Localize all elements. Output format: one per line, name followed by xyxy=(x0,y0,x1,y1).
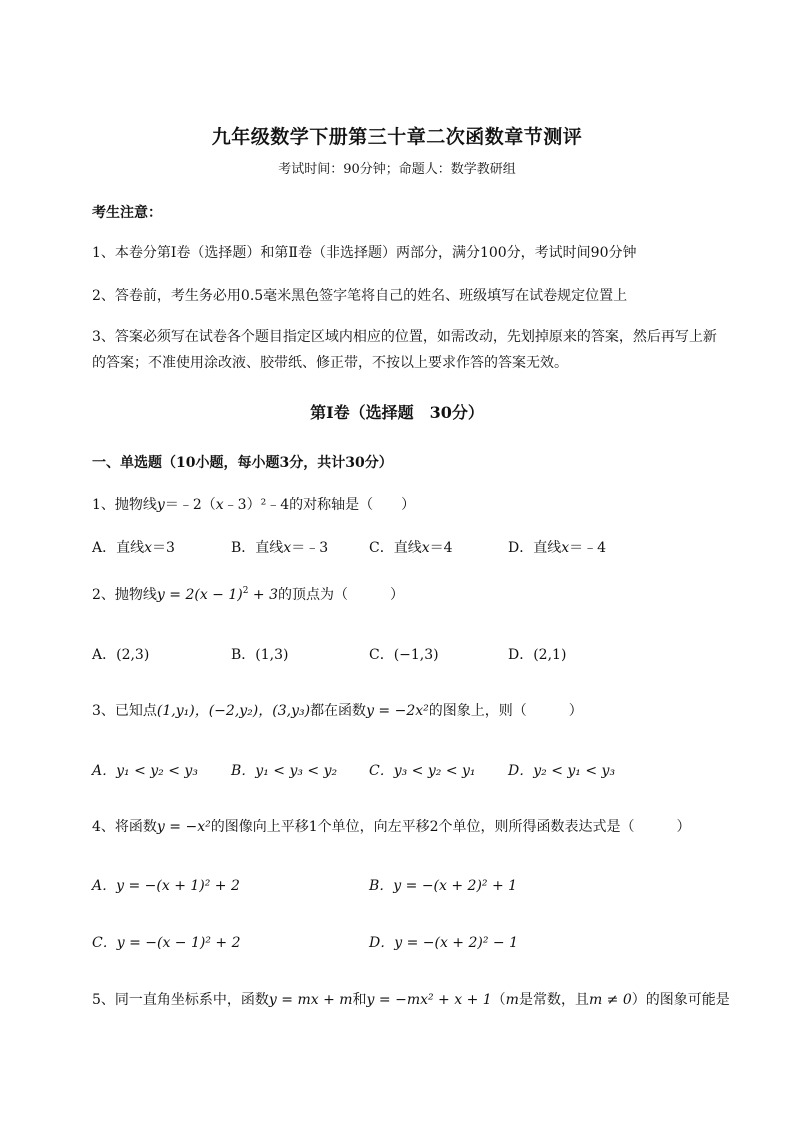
q3-function: y = −2x² xyxy=(366,703,429,719)
q1-option-c-label: C．直线 xyxy=(369,540,422,556)
question-2 xyxy=(92,584,404,604)
q4-option-a[interactable]: A．y = −(x + 1)² + 2 xyxy=(92,878,240,894)
q4-option-c[interactable]: C．y = −(x − 1)² + 2 xyxy=(92,935,241,951)
q5-paren: （ xyxy=(491,992,506,1008)
q2-prefix: 2、抛物线 xyxy=(92,587,157,603)
q5-suffix: ）的图象可能是 xyxy=(631,992,730,1008)
q3-mid: 都在函数 xyxy=(310,703,367,719)
notice-item-2: 2、答卷前，考生务必用0.5毫米黑色签字笔将自己的姓名、班级填写在试卷规定位置上 xyxy=(92,288,628,304)
q3-option-c[interactable]: C．y₃ < y₂ < y₁ xyxy=(369,763,476,779)
q4-prefix: 4、将函数 xyxy=(92,819,157,835)
q5-mid: 和 xyxy=(352,992,367,1008)
q5-m-nonzero: m ≠ 0 xyxy=(588,992,632,1008)
q5-prefix: 5、同一直角坐标系中，函数 xyxy=(92,992,269,1008)
q1-option-a-val: ＝3 xyxy=(152,540,175,556)
q3-option-a[interactable]: A．y₁ < y₂ < y₃ xyxy=(92,763,198,779)
q1-expr: ＝﹣2（ xyxy=(164,497,216,513)
q1-option-d-label: D．直线 xyxy=(508,540,562,556)
q1-option-a-label: A．直线 xyxy=(92,540,145,556)
q4-suffix: 的图像向上平移1个单位，向左平移2个单位，则所得函数表达式是（ ） xyxy=(210,819,691,835)
q1-option-b-label: B．直线 xyxy=(231,540,284,556)
q1-option-b-val: ＝﹣3 xyxy=(291,540,329,556)
question-3 xyxy=(92,700,583,720)
q2-option-c[interactable]: C．(−1,3) xyxy=(369,647,439,663)
exam-info: 考试时间：90分钟；命题人：数学教研组 xyxy=(278,162,516,177)
q2-exponent: 2 xyxy=(242,586,249,596)
page-title: 九年级数学下册第三十章二次函数章节测评 xyxy=(211,126,583,148)
q2-option-a[interactable]: A．(2,3) xyxy=(92,647,150,663)
q1-option-d[interactable] xyxy=(508,537,606,557)
notice-item-1: 1、本卷分第Ⅰ卷（选择题）和第Ⅱ卷（非选择题）两部分，满分100分，考试时间90分钟 xyxy=(92,245,637,261)
notice-item-3: 3、答案必须写在试卷各个题目指定区域内相应的位置，如需改动，先划掉原来的答案，然后再写上新 xyxy=(92,329,717,345)
q3-points: (1,y₁)，(−2,y₂)，(3,y₃) xyxy=(156,703,311,719)
q1-option-b[interactable] xyxy=(231,537,328,557)
q1-tail: ﹣3）²﹣4的对称轴是（ ） xyxy=(223,497,416,513)
q1-prefix: 1、抛物线 xyxy=(92,497,157,513)
q5-function-1: y = mx + m xyxy=(268,992,353,1008)
q3-option-b[interactable]: B．y₁ < y₃ < y₂ xyxy=(231,763,338,779)
q1-option-b-var: x xyxy=(283,540,292,556)
q1-option-d-var: x xyxy=(561,540,570,556)
q2-formula: y = 2(x − 1) xyxy=(156,587,243,603)
q5-function-2: y = −mx² + x + 1 xyxy=(366,992,492,1008)
question-5 xyxy=(92,989,730,1009)
question-1 xyxy=(92,494,415,514)
q2-formula-tail: + 3 xyxy=(248,587,279,603)
q2-suffix: 的顶点为（ ） xyxy=(278,587,405,603)
q1-option-a[interactable] xyxy=(92,537,175,557)
question-4 xyxy=(92,816,691,836)
notice-item-3-cont: 的答案；不准使用涂改液、胶带纸、修正带，不按以上要求作答的答案无效。 xyxy=(92,355,568,371)
q4-function: y = −x² xyxy=(156,819,211,835)
q5-m-var: m xyxy=(505,992,519,1008)
q3-suffix: 的图象上，则（ ） xyxy=(428,703,583,719)
q1-option-c[interactable] xyxy=(369,537,453,557)
q5-condition: 是常数，且 xyxy=(518,992,589,1008)
q1-var-y: y xyxy=(156,497,165,513)
q2-option-d[interactable]: D．(2,1) xyxy=(508,647,567,663)
q1-option-d-val: ＝﹣4 xyxy=(569,540,607,556)
q1-option-c-val: ＝4 xyxy=(429,540,453,556)
q1-option-c-var: x xyxy=(421,540,430,556)
q4-option-b[interactable]: B．y = −(x + 2)² + 1 xyxy=(369,878,518,894)
notice-heading: 考生注意： xyxy=(92,205,162,221)
q3-prefix: 3、已知点 xyxy=(92,703,157,719)
q3-option-d[interactable]: D．y₂ < y₁ < y₃ xyxy=(508,763,616,779)
q1-option-a-var: x xyxy=(144,540,153,556)
part-heading: 一、单选题（10小题，每小题3分，共计30分） xyxy=(92,455,393,471)
q1-var-x: x xyxy=(215,497,224,513)
q4-option-d[interactable]: D．y = −(x + 2)² − 1 xyxy=(369,935,519,951)
q2-option-b[interactable]: B．(1,3) xyxy=(231,647,289,663)
section-title: 第Ⅰ卷（选择题 30分） xyxy=(310,403,484,422)
